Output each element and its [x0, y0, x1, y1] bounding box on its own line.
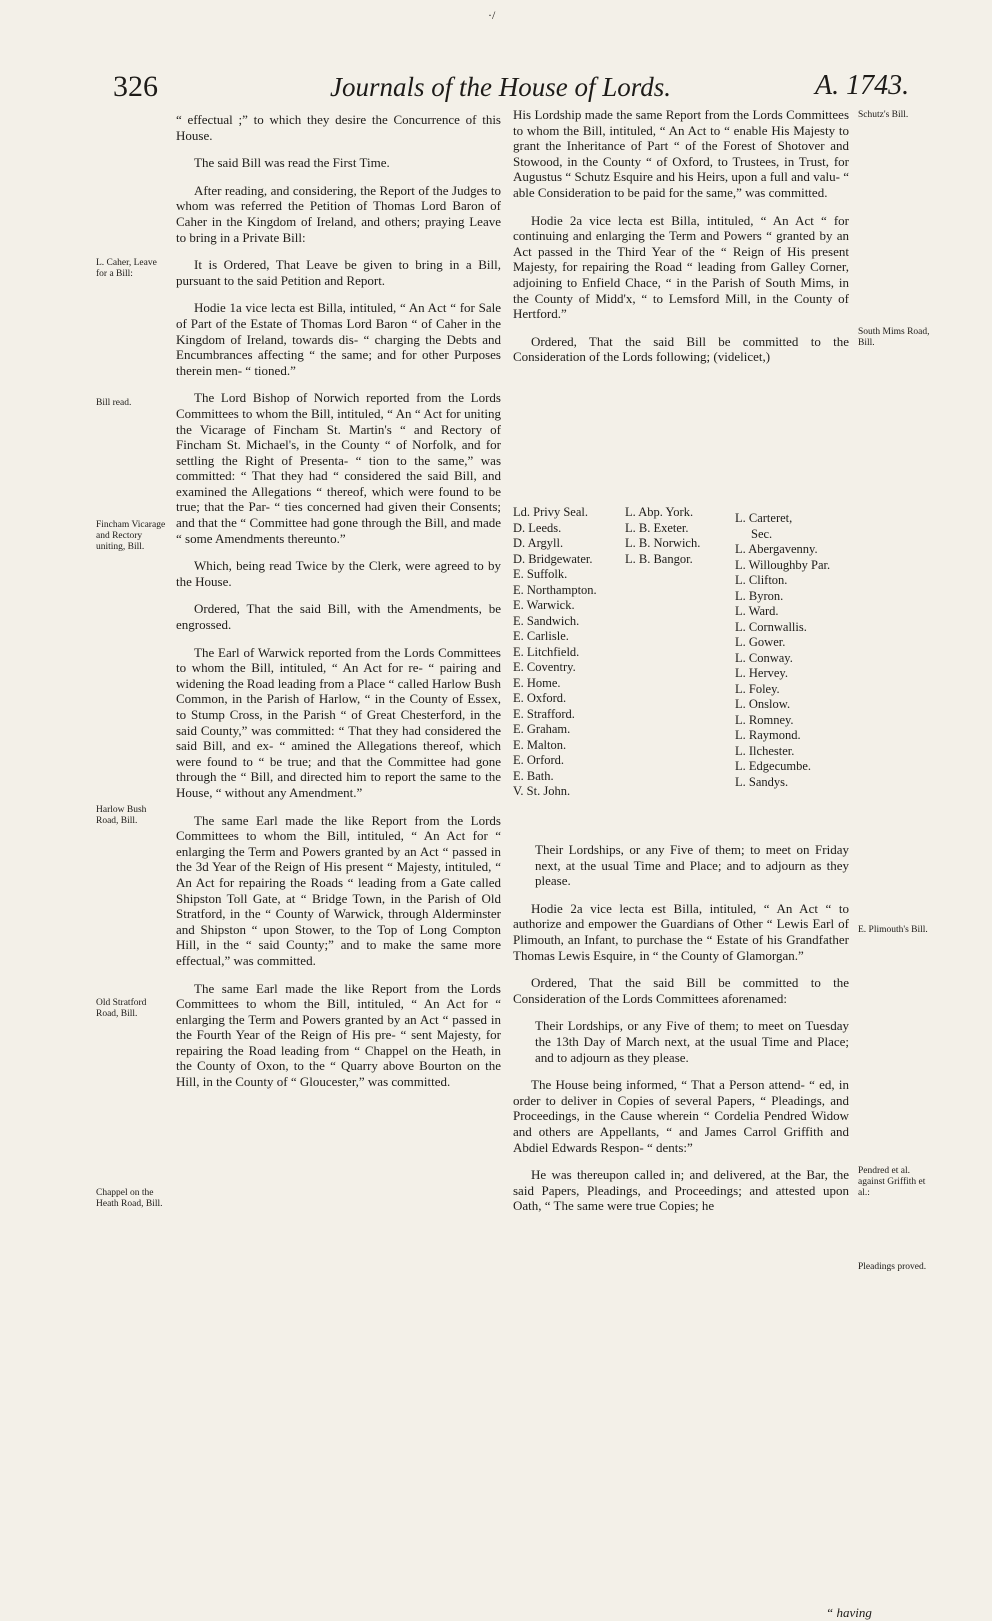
page-header: [0, 70, 992, 110]
lord-name: D. Leeds.: [513, 520, 562, 535]
year: A. 1743.: [815, 70, 910, 101]
paragraph: It is Ordered, That Leave be given to bring in a Bill, pursuant to the said Petition and Report.: [176, 257, 501, 288]
lord-name: E. Warwick.: [513, 598, 575, 612]
right-column-top: [513, 107, 849, 377]
paragraph: Which, being read Twice by the Clerk, were agreed to by the House.: [176, 558, 501, 589]
margin-note: Fincham Vicarage and Rectory uniting, Bill.: [96, 520, 166, 552]
lord-name: L. Edgecumbe.: [735, 759, 812, 773]
right-column-bottom: [513, 842, 849, 1226]
lord-name: E. Coventry.: [513, 660, 576, 674]
lord-name: L. Abp. York.: [625, 505, 694, 519]
lord-name: E. Litchfield.: [513, 644, 580, 659]
margin-note: E. Plimouth's Bill.: [858, 925, 928, 935]
lord-name: L. Abergavenny.: [735, 542, 818, 556]
paragraph: Their Lordships, or any Five of them; to meet on Friday next, at the usual Time and Place; and to adjourn as they please.: [535, 842, 849, 889]
lord-name: E. Oxford.: [513, 691, 567, 705]
lord-name: L. Conway.: [735, 650, 793, 665]
page-number: 326: [113, 70, 158, 103]
paragraph: Hodie 1a vice lecta est Billa, intituled, “ An Act “ for Sale of Part of the Estate of Thomas Lord Baron “ of Caher in the Kingdom of Ireland, towards dis- “ charging the Debts and Encumbrances affecting “ the same; and for other Purposes therein men- “ tioned.”: [176, 300, 501, 378]
paragraph: Ordered, That the said Bill be committed to the Consideration of the Lords Committees aforenamed:: [513, 975, 849, 1006]
lord-name: L. Clifton.: [735, 573, 788, 587]
lord-name: L. Foley.: [735, 681, 780, 696]
lord-name: L. Ward.: [735, 604, 779, 618]
paragraph: Hodie 2a vice lecta est Billa, intituled, “ An Act “ to authorize and empower the Guardians of Other “ Lewis Earl of Plimouth, an Infant, to purchase the “ Estate of his Grandfather Thomas Lewis Esquire, in “ the County of Glamorgan.”: [513, 900, 849, 963]
paragraph: Ordered, That the said Bill be committed to the Consideration of the Lords following; (videlicet,): [513, 333, 849, 365]
paragraph: The House being informed, “ That a Person attend- “ ed, in order to deliver in Copies of several Papers, “ Pleadings, and Proceedings, in the Cause wherein “ Cordelia Pendred Widow and others are Appellants, “ and James Carrol Griffith and Abdiel Edwards Respon- “ dents:”: [513, 1077, 849, 1155]
paragraph: His Lordship made the same Report from the Lords Committees to whom the Bill, intituled, “ An Act to “ enable His Majesty to grant the Inheritance of Part “ of the Forest of Shotover and Stowood, in the County “ of Oxford, to Trustees, in Trust, for Augustus “ Schutz Esquire and his Heirs, upon a full and valu- “ able Consideration to be paid for the same,” was committed.: [513, 107, 849, 200]
lord-name: L. Willoughby Par.: [735, 557, 831, 572]
lords-column: [513, 505, 597, 800]
lord-name: D. Bridgewater.: [513, 551, 593, 566]
margin-note: Pendred et al. against Griffith et al.:: [858, 1166, 926, 1198]
lords-committee-list: [513, 505, 893, 815]
paragraph: The Lord Bishop of Norwich reported from the Lords Committees to whom the Bill, intituled, “ An “ Act for uniting the Vicarage of Fincham St. Martin's “ and Rectory of Fincham St. Michael's, in the County “ of Norfolk, and for settling the Right of Presenta- “ tion to the same,” was committed: “ That they had “ considered the said Bill, and examined the Allegations “ thereof, which were found to be true; that the Par- “ ties concerned had given their Consents; and that the “ Committee had gone through the Bill, and made “ some Amendments thereunto.”: [176, 390, 501, 546]
catchword: “ having: [826, 1605, 872, 1620]
lord-name: L. Onslow.: [735, 697, 791, 711]
margin-note: Chappel on the Heath Road, Bill.: [96, 1188, 163, 1209]
lord-name: Ld. Privy Seal.: [513, 505, 588, 519]
journal-title: Journals of the House of Lords.: [330, 72, 672, 102]
paragraph: Hodie 2a vice lecta est Billa, intituled, “ An Act “ for continuing and enlarging the Term and Powers “ granted by an Act passed in the Third Year of the “ Reign of His present Majesty, for repairing the Road “ leading from Galley Corner, adjoining to Enfield Chace, “ in the Parish of South Mims, in the County of Midd'x, “ to Lemsford Mill, in the County of Hertford.”: [513, 212, 849, 322]
lord-name: L. B. Bangor.: [625, 551, 693, 566]
margin-note: Bill read.: [96, 398, 132, 408]
margin-note: Old Stratford Road, Bill.: [96, 998, 147, 1019]
lord-name: D. Argyll.: [513, 536, 564, 550]
margin-note: South Mims Road, Bill.: [858, 327, 930, 348]
lord-name: L. B. Norwich.: [625, 536, 701, 550]
lord-name: L. Carteret,: [735, 511, 793, 525]
lord-name: L. Raymond.: [735, 728, 801, 742]
lord-name: E. Sandwich.: [513, 613, 580, 628]
lord-name: L. Sandys.: [735, 774, 789, 789]
paragraph: The Earl of Warwick reported from the Lords Committees to whom the Bill, intituled, “ An Act for re- “ pairing and widening the Road leading from a Place “ called Harlow Bush Common, in the Parish of Harlow, “ in the County of Essex, to Stump Cross, in the Parish “ of Great Chesterford, in the said County,” was committed: “ That they had considered the said Bill, and ex- “ amined the Allegations thereof, which were found to “ be true; and that the Committee had gone through the “ Bill, and directed him to report the same to the House, “ without any Amendment.”: [176, 644, 501, 800]
lord-name: E. Orford.: [513, 753, 565, 767]
lord-name: L. Cornwallis.: [735, 619, 807, 634]
lord-name: L. Ilchester.: [735, 743, 795, 758]
paragraph: The same Earl made the like Report from the Lords Committees to whom the Bill, intituled, “ An Act for “ enlarging the Term and Powers granted by an Act “ passed in the 3d Year of the Reign of His present “ Majesty, intituled, “ An Act for repairing the Roads “ leading from a Gate called Shipston Toll Gate, at “ Bridge Town, in the Parish of Old Stratford, in the “ County of Warwick, through Alderminster and Shipston “ upon Stower, to the Top of Long Compton Hill, in the “ said County;” and to make the same more effectual,” was committed.: [176, 812, 501, 968]
lord-name: V. St. John.: [513, 784, 571, 798]
lord-name: L. Romney.: [735, 712, 794, 727]
lord-name: E. Graham.: [513, 722, 571, 736]
paragraph: Ordered, That the said Bill, with the Amendments, be engrossed.: [176, 601, 501, 633]
top-mark: ·/: [488, 8, 496, 22]
margin-note: Schutz's Bill.: [858, 110, 909, 120]
lord-name: E. Bath.: [513, 768, 554, 783]
paragraph: After reading, and considering, the Report of the Judges to whom was referred the Petition of Thomas Lord Baron of Caher in the Kingdom of Ireland, and others; praying Leave to bring in a Private Bill:: [176, 182, 501, 245]
lord-name: L. B. Exeter.: [625, 520, 689, 535]
lord-name: E. Suffolk.: [513, 567, 568, 581]
paragraph: The said Bill was read the First Time.: [194, 155, 390, 171]
lord-name: Sec.: [751, 526, 773, 541]
lord-name: E. Malton.: [513, 737, 567, 752]
lord-name: L. Hervey.: [735, 666, 788, 680]
left-column: [176, 112, 501, 1102]
margin-note: Harlow Bush Road, Bill.: [96, 805, 147, 826]
lord-name: E. Home.: [513, 675, 561, 690]
paragraph: He was thereupon called in; and delivered, at the Bar, the said Papers, Pleadings, and Proceedings; and attested upon Oath, “ The same were true Copies; he: [513, 1167, 849, 1214]
paragraph: The same Earl made the like Report from the Lords Committees to whom the Bill, intituled, “ An Act for “ enlarging the Term and Powers granted by an Act “ passed in the Fourth Year of the Reign of His pre- “ sent Majesty, for repairing the Road leading from “ Chappel on the Heath, in the County of Oxon, to the “ Quarry above Bourton on the Hill, in the County of “ Gloucester,” was committed.: [176, 980, 501, 1090]
lords-column: [735, 511, 830, 790]
paragraph: Their Lordships, or any Five of them; to meet on Tuesday the 13th Day of March next, at the usual Time and Place; and to adjourn as they please.: [535, 1018, 849, 1065]
lord-name: L. Gower.: [735, 635, 786, 649]
margin-note: Pleadings proved.: [858, 1262, 927, 1272]
lord-name: E. Northampton.: [513, 582, 597, 597]
lord-name: E. Carlisle.: [513, 629, 569, 643]
lords-column: [625, 505, 700, 567]
paragraph: “ effectual ;” to which they desire the Concurrence of this House.: [176, 112, 501, 143]
margin-note: L. Caher, Leave for a Bill:: [96, 258, 157, 279]
lord-name: L. Byron.: [735, 588, 784, 603]
lord-name: E. Strafford.: [513, 706, 575, 721]
